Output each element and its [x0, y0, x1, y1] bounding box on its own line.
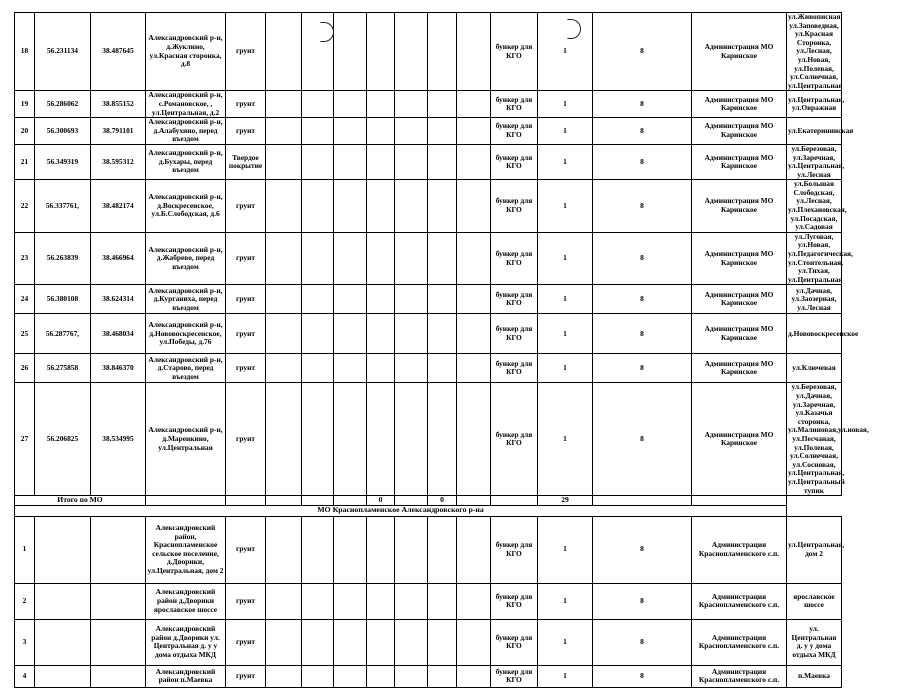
- table-row: [15, 583, 842, 619]
- empty-cell: [428, 383, 457, 496]
- latitude-cell: [35, 583, 91, 619]
- container-count-cell: 1: [538, 383, 593, 496]
- empty-cell: [266, 619, 302, 665]
- empty-cell: [302, 91, 334, 118]
- container-volume-cell: 8: [593, 285, 692, 314]
- empty-cell: [395, 665, 428, 687]
- container-type-cell: бункер для КГО: [491, 285, 538, 314]
- container-type-cell: бункер для КГО: [491, 118, 538, 145]
- address-cell: Александровский р-н, д.Бухары, перед въездом: [146, 144, 226, 179]
- container-volume-cell: 8: [593, 665, 692, 687]
- latitude-cell: [35, 619, 91, 665]
- latitude-cell: 56.275858: [35, 354, 91, 383]
- served-streets-cell: ул.Большая Слободская, ул.Лесная, ул.Плехановская, ул.Посадская, ул.Садовая: [788, 179, 847, 232]
- address-cell: Александровский район, Краснопламенское сельское поселение, д.Дворики, ул.Центральная, дом 2: [146, 516, 226, 583]
- empty-cell: [457, 232, 491, 285]
- surface-cell: грунт: [226, 583, 266, 619]
- empty-cell: [266, 665, 302, 687]
- address-cell: Александровский район д.Дворики ярославское шоссе: [146, 583, 226, 619]
- latitude-cell: [35, 516, 91, 583]
- latitude-cell: 56.286062: [35, 91, 91, 118]
- container-count-cell: 1: [538, 354, 593, 383]
- empty-cell: [428, 583, 457, 619]
- empty-cell: [266, 583, 302, 619]
- container-volume-cell: 8: [593, 354, 692, 383]
- empty-cell: [428, 232, 457, 285]
- empty-cell: [302, 118, 334, 145]
- surface-cell: грунт: [226, 180, 266, 233]
- container-volume-cell: 8: [593, 232, 692, 285]
- empty-cell: [334, 354, 367, 383]
- row-number: 27: [15, 383, 35, 496]
- empty-cell: [367, 91, 395, 118]
- owner-cell: Администрация МО Каринское: [692, 144, 787, 179]
- empty-cell: [334, 118, 367, 145]
- empty-cell: [266, 144, 302, 179]
- empty-cell: [457, 583, 491, 619]
- empty-cell: [428, 91, 457, 118]
- latitude-cell: 56.300693: [35, 118, 91, 145]
- empty-cell: [334, 285, 367, 314]
- empty-cell: [428, 516, 457, 583]
- container-count-cell: 1: [538, 118, 593, 145]
- address-cell: Александровский р-н, д.Жуклино, ул.Красная сторонка, д.8: [146, 13, 226, 91]
- empty-cell: [457, 619, 491, 665]
- surface-cell: грунт: [226, 383, 266, 496]
- container-volume-cell: 8: [593, 516, 692, 583]
- latitude-cell: 56.206825: [35, 383, 91, 496]
- empty-cell: [367, 13, 395, 91]
- empty-cell: [367, 665, 395, 687]
- longitude-cell: 38.855152: [91, 91, 146, 118]
- served-streets-cell: ул.Живописная, ул.Заповедная, ул.Красная Сторонка, ул.Лесная, ул.Новая, ул.Полевая, ул.Солнечная, ул.Центральная: [788, 12, 843, 90]
- row-number: 23: [15, 232, 35, 285]
- latitude-cell: 56.287767,: [35, 314, 91, 354]
- registry-table: [14, 12, 869, 688]
- empty-cell: [334, 144, 367, 179]
- table-row: [15, 619, 842, 665]
- empty-cell: [428, 619, 457, 665]
- address-cell: Александровский р-н, д.Старово, перед въездом: [146, 354, 226, 383]
- surface-cell: грунт: [226, 118, 266, 145]
- row-number: 20: [15, 118, 35, 145]
- hole-punch-mark-2: [567, 19, 581, 39]
- address-cell: Александровский р-н, с.Романовское, , ул.Центральная, д.2: [146, 91, 226, 118]
- empty-cell: [395, 383, 428, 496]
- longitude-cell: [91, 665, 146, 687]
- empty-cell: [302, 285, 334, 314]
- longitude-cell: 38.468034: [91, 314, 146, 354]
- empty-cell: [334, 516, 367, 583]
- container-volume-cell: 8: [593, 314, 692, 354]
- served-streets-cell: п.Маевка: [787, 665, 842, 687]
- container-type-cell: бункер для КГО: [491, 583, 538, 619]
- container-count-cell: 1: [538, 619, 593, 665]
- longitude-cell: 38.466964: [91, 232, 146, 285]
- longitude-cell: [91, 619, 146, 665]
- empty-cell: [367, 516, 395, 583]
- surface-cell: грунт: [226, 91, 266, 118]
- empty-cell: [334, 91, 367, 118]
- empty-cell: [266, 118, 302, 145]
- longitude-cell: 38.791101: [91, 118, 146, 145]
- container-type-cell: бункер для КГО: [491, 314, 538, 354]
- container-volume-cell: 8: [593, 118, 692, 145]
- row-number: 25: [15, 314, 35, 354]
- served-streets-cell: ул.Луговая, ул.Новая, ул.Педагогическая, ул.Стонтельная, ул.Тихая, ул.Центральная: [788, 231, 853, 284]
- address-cell: Александровский р-н, д.Жабрево, перед въездом: [146, 232, 226, 285]
- owner-cell: Администрация МО Каринское: [692, 285, 787, 314]
- longitude-cell: 38.846370: [91, 354, 146, 383]
- address-cell: Александровский р-н, д.Нововоскресенское, ул.Победы, д.76: [146, 314, 226, 354]
- container-volume-cell: 8: [593, 619, 692, 665]
- container-count-cell: 1: [538, 583, 593, 619]
- row-number: 18: [15, 13, 35, 91]
- latitude-cell: 56.231134: [35, 13, 91, 91]
- container-volume-cell: 8: [593, 91, 692, 118]
- served-streets-cell: ул.Центральная, ул.Овражная: [787, 91, 842, 118]
- container-type-cell: бункер для КГО: [491, 619, 538, 665]
- empty-cell: [266, 180, 302, 233]
- table-row: [15, 354, 842, 383]
- table-row: [15, 13, 842, 91]
- surface-cell: Твердое покрытие: [226, 144, 266, 179]
- empty-cell: [302, 314, 334, 354]
- address-cell: Александровский район п.Маевка: [146, 665, 226, 687]
- container-type-cell: бункер для КГО: [491, 383, 538, 496]
- container-count-cell: 1: [538, 314, 593, 354]
- table-row: [15, 665, 842, 687]
- owner-cell: Администрация МО Каринское: [692, 91, 787, 118]
- owner-cell: Администрация МО Каринское: [692, 314, 787, 354]
- owner-cell: Администрация Краснопламенского с.п.: [692, 516, 787, 583]
- empty-cell: [367, 285, 395, 314]
- empty-cell: [334, 314, 367, 354]
- latitude-cell: [35, 665, 91, 687]
- empty-cell: [266, 383, 302, 496]
- container-type-cell: бункер для КГО: [491, 516, 538, 583]
- empty-cell: [302, 516, 334, 583]
- served-streets-cell: ул.Березовая, ул.Заречная, ул.Центральная, ул.Лесная: [788, 143, 845, 179]
- longitude-cell: 38.534995: [91, 383, 146, 496]
- container-volume-cell: 8: [593, 13, 692, 91]
- empty-cell: [395, 13, 428, 91]
- empty-cell: [395, 144, 428, 179]
- empty-cell: [266, 354, 302, 383]
- empty-cell: [395, 354, 428, 383]
- empty-cell: [395, 285, 428, 314]
- empty-cell: [334, 13, 367, 91]
- owner-cell: Администрация МО Каринское: [692, 180, 787, 233]
- empty-cell: [367, 232, 395, 285]
- empty-cell: [457, 91, 491, 118]
- address-cell: Александровский р-н, д.Курганиха, перед въездом: [146, 285, 226, 314]
- empty-cell: [428, 285, 457, 314]
- container-volume-cell: 8: [593, 144, 692, 179]
- container-count-cell: 1: [538, 232, 593, 285]
- table-row: [15, 180, 842, 233]
- empty-cell: [302, 383, 334, 496]
- row-number: 4: [15, 665, 35, 687]
- container-type-cell: бункер для КГО: [491, 232, 538, 285]
- empty-cell: [266, 232, 302, 285]
- latitude-cell: 56.263839: [35, 232, 91, 285]
- empty-cell: [457, 516, 491, 583]
- row-number: 2: [15, 583, 35, 619]
- row-number: 1: [15, 516, 35, 583]
- empty-cell: [334, 619, 367, 665]
- container-count-cell: 1: [538, 665, 593, 687]
- empty-cell: [334, 180, 367, 233]
- container-count-cell: 1: [538, 516, 593, 583]
- section-header-row: [15, 505, 842, 516]
- empty-cell: [428, 180, 457, 233]
- empty-cell: [395, 314, 428, 354]
- empty-cell: [302, 665, 334, 687]
- latitude-cell: 56.337761,: [35, 180, 91, 233]
- total-sum: 29: [538, 496, 593, 506]
- container-volume-cell: 8: [593, 583, 692, 619]
- empty-cell: [334, 232, 367, 285]
- total-row: [15, 496, 842, 506]
- container-type-cell: бункер для КГО: [491, 180, 538, 233]
- empty-cell: [367, 118, 395, 145]
- surface-cell: грунт: [226, 13, 266, 91]
- latitude-cell: 56.349319: [35, 144, 91, 179]
- longitude-cell: 38.595312: [91, 144, 146, 179]
- empty-cell: [457, 118, 491, 145]
- owner-cell: Администрация Краснопламенского с.п.: [692, 619, 787, 665]
- table-row: [15, 314, 842, 354]
- container-type-cell: бункер для КГО: [491, 144, 538, 179]
- latitude-cell: 56.380108: [35, 285, 91, 314]
- row-number: 3: [15, 619, 35, 665]
- empty-cell: [395, 583, 428, 619]
- empty-cell: [302, 619, 334, 665]
- container-volume-cell: 8: [593, 383, 692, 496]
- empty-cell: [334, 383, 367, 496]
- served-streets-cell: ярославское шоссе: [787, 583, 842, 619]
- empty-cell: [395, 118, 428, 145]
- container-type-cell: бункер для КГО: [491, 354, 538, 383]
- owner-cell: Администрация МО Каринское: [692, 354, 787, 383]
- served-streets-cell: ул.Березовая, ул.Дачная, ул.Заречная, ул.Казачья сторонка, ул.Малиновая,ул.новая, ул.Песчаная, ул.Полевая, ул.Солнечная, ул.Сосновая, ул.Центральная, ул.Центральный тупик: [788, 382, 869, 495]
- hole-punch-mark-1: [320, 22, 334, 42]
- container-type-cell: бункер для КГО: [491, 91, 538, 118]
- surface-cell: грунт: [226, 285, 266, 314]
- surface-cell: грунт: [226, 665, 266, 687]
- served-streets-cell: д.Нововоскресенское: [787, 314, 842, 354]
- container-count-cell: 1: [538, 91, 593, 118]
- empty-cell: [457, 665, 491, 687]
- row-number: 24: [15, 285, 35, 314]
- longitude-cell: [91, 516, 146, 583]
- empty-cell: [367, 314, 395, 354]
- empty-cell: [457, 13, 491, 91]
- served-streets-cell: ул.Екатерининская: [787, 118, 842, 145]
- owner-cell: Администрация МО Каринское: [692, 13, 787, 91]
- container-count-cell: 1: [538, 180, 593, 233]
- empty-cell: [428, 354, 457, 383]
- address-cell: Александровский р-н, д.Воскресенское, ул.Б.Слободская, д.6: [146, 180, 226, 233]
- total-value-1: 0: [367, 496, 395, 506]
- empty-cell: [367, 619, 395, 665]
- table-row: [15, 91, 842, 118]
- empty-cell: [367, 180, 395, 233]
- total-value-2: 0: [428, 496, 457, 506]
- empty-cell: [395, 516, 428, 583]
- owner-cell: Администрация МО Каринское: [692, 232, 787, 285]
- container-type-cell: бункер для КГО: [491, 13, 538, 91]
- served-streets-cell: ул.Дачная, ул.Заозерная, ул.Лесная: [787, 285, 842, 314]
- empty-cell: [266, 516, 302, 583]
- empty-cell: [428, 314, 457, 354]
- empty-cell: [266, 285, 302, 314]
- address-cell: Александровский р-н, д.Алабуxино, перед въездом: [146, 118, 226, 145]
- empty-cell: [457, 314, 491, 354]
- empty-cell: [428, 665, 457, 687]
- container-count-cell: 1: [538, 144, 593, 179]
- row-number: 21: [15, 144, 35, 179]
- empty-cell: [457, 354, 491, 383]
- row-number: 26: [15, 354, 35, 383]
- container-count-cell: 1: [538, 13, 593, 91]
- empty-cell: [266, 91, 302, 118]
- surface-cell: грунт: [226, 354, 266, 383]
- owner-cell: Администрация МО Каринское: [692, 383, 787, 496]
- owner-cell: Администрация Краснопламенского с.п.: [692, 665, 787, 687]
- surface-cell: грунт: [226, 516, 266, 583]
- table-row: [15, 285, 842, 314]
- empty-cell: [457, 285, 491, 314]
- empty-cell: [367, 144, 395, 179]
- empty-cell: [428, 118, 457, 145]
- surface-cell: грунт: [226, 619, 266, 665]
- empty-cell: [395, 232, 428, 285]
- longitude-cell: [91, 583, 146, 619]
- table-row: [15, 383, 842, 496]
- surface-cell: грунт: [226, 232, 266, 285]
- empty-cell: [302, 583, 334, 619]
- table-row: [15, 118, 842, 145]
- table-row: [15, 232, 842, 285]
- empty-cell: [395, 91, 428, 118]
- served-streets-cell: ул.Центральная, дом 2: [787, 516, 842, 583]
- address-cell: Александровский р-н, д.Маренкино, ул.Центральная: [146, 383, 226, 496]
- empty-cell: [302, 232, 334, 285]
- container-type-cell: бункер для КГО: [491, 665, 538, 687]
- empty-cell: [367, 354, 395, 383]
- empty-cell: [302, 180, 334, 233]
- container-volume-cell: 8: [593, 180, 692, 233]
- empty-cell: [428, 144, 457, 179]
- empty-cell: [395, 180, 428, 233]
- empty-cell: [367, 583, 395, 619]
- container-count-cell: 1: [538, 285, 593, 314]
- surface-cell: грунт: [226, 314, 266, 354]
- table-row: [15, 144, 842, 179]
- owner-cell: Администрация Краснопламенского с.п.: [692, 583, 787, 619]
- longitude-cell: 38.624314: [91, 285, 146, 314]
- address-cell: Александровский район д.Дворики ул. Центральная д. у у дома отдыха МКД: [146, 619, 226, 665]
- empty-cell: [302, 144, 334, 179]
- empty-cell: [266, 314, 302, 354]
- longitude-cell: 38.482174: [91, 180, 146, 233]
- total-label: Итого по МО: [15, 496, 146, 506]
- empty-cell: [367, 383, 395, 496]
- served-streets-cell: ул. Центральная д. у у дома отдыха МКД: [787, 619, 842, 665]
- section-title: МО Краснопламенское Александровского р-на: [15, 505, 787, 516]
- section-karinskoe-rows: [15, 12, 869, 496]
- longitude-cell: 38.487645: [91, 13, 146, 91]
- row-number: 22: [15, 180, 35, 233]
- served-streets-cell: ул.Ключевая: [787, 354, 842, 383]
- empty-cell: [457, 180, 491, 233]
- empty-cell: [266, 13, 302, 91]
- empty-cell: [457, 383, 491, 496]
- section-krasnoplamenskoe-rows: [15, 516, 845, 687]
- empty-cell: [457, 144, 491, 179]
- empty-cell: [334, 665, 367, 687]
- empty-cell: [428, 13, 457, 91]
- owner-cell: Администрация МО Каринское: [692, 118, 787, 145]
- row-number: 19: [15, 91, 35, 118]
- empty-cell: [334, 583, 367, 619]
- empty-cell: [302, 354, 334, 383]
- empty-cell: [395, 619, 428, 665]
- table-row: [15, 516, 842, 583]
